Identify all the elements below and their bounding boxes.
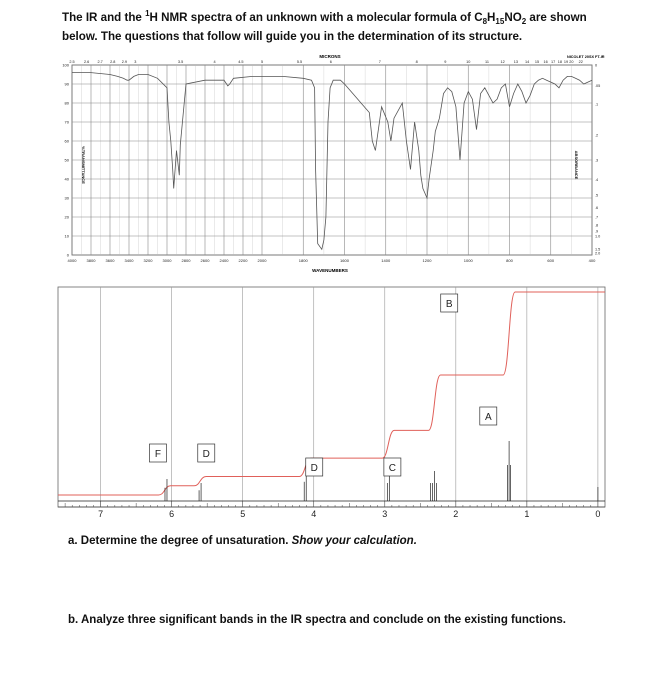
ir-wavenumber-label: 1000 (463, 258, 473, 263)
nmr-axis-label: 1 (524, 509, 530, 519)
ir-micron-label: 2.6 (83, 60, 90, 64)
ir-absorbance-label: .6 (595, 205, 599, 210)
ir-micron-label: 2.8 (110, 60, 116, 64)
intro-text-2: H NMR spectra of an unknown with a molecular formula of (149, 10, 475, 24)
intro-text-3: are shown below. The questions that follow will guide you in the determination of its structure. (62, 10, 587, 44)
ir-micron-label: 11 (485, 60, 489, 64)
ir-transmittance-label: 40 (64, 176, 69, 182)
ir-transmittance-label: 60 (64, 138, 69, 144)
formula-c-sub: 8 (482, 17, 488, 27)
ir-micron-label: 4 (213, 60, 216, 64)
ir-wavenumber-label: 3800 (86, 258, 96, 263)
ir-absorbance-label: .1 (595, 102, 599, 107)
ir-absorbance-label: .8 (595, 223, 599, 228)
nmr-peak-label: A (484, 412, 492, 423)
ir-wavenumber-label: 2800 (181, 258, 191, 263)
ir-micron-label: 13 (513, 60, 518, 64)
nmr-axis-label: 3 (382, 509, 388, 519)
question-b: b. Analyze three significant bands in the IR spectra and conclude on the existing functions. (68, 614, 566, 626)
ir-micron-label: 2.7 (97, 60, 103, 64)
ir-absorbance-label: 0 (595, 63, 598, 68)
ir-micron-label: 12 (500, 60, 505, 64)
ir-wavenumber-label: 400 (588, 258, 596, 263)
ir-micron-label: 18 (557, 60, 563, 64)
ir-micron-label: 17 (551, 60, 556, 64)
ir-wavenumbers-title: WAVENUMBERS (312, 268, 348, 273)
ir-absorbance-label: 1.5 (595, 247, 601, 252)
ir-wavenumber-label: 1200 (422, 258, 432, 263)
nmr-peak-label: D (202, 449, 210, 460)
ir-absorbance-label: .9 (595, 229, 599, 234)
ir-micron-label: 2.5 (69, 60, 75, 64)
ir-micron-label: 7 (378, 60, 381, 64)
ir-wavenumber-label: 2400 (219, 258, 229, 263)
nmr-axis-label: 6 (169, 509, 175, 519)
ir-wavenumber-label: 800 (506, 258, 513, 263)
ir-micron-label: 3 (134, 60, 137, 64)
nmr-peak-label: F (154, 449, 162, 460)
ir-micron-label: 8 (415, 60, 418, 64)
ir-transmittance-label: 80 (64, 100, 69, 106)
formula-no: NO (504, 10, 522, 24)
ir-transmittance-label: 100 (62, 62, 69, 68)
ir-absorbance-label: .2 (595, 133, 599, 138)
nmr-frame (58, 287, 605, 507)
ir-transmittance-label: 30 (64, 195, 69, 201)
question-a-italic: Show your calculation. (291, 535, 417, 547)
nmr-peak-label: D (310, 463, 318, 474)
ir-absorbance-label: 1.0 (595, 234, 601, 239)
formula-o-sub: 2 (521, 17, 527, 27)
ir-micron-label: 3.5 (177, 60, 184, 64)
nmr-axis-label: 4 (311, 509, 317, 519)
ir-wavenumber-label: 3200 (143, 258, 153, 263)
nmr-axis-labels (98, 509, 600, 519)
ir-absorbance-title: ABSORBANCE (574, 150, 579, 180)
ir-transmittance-label: 10 (64, 233, 69, 239)
formula-h: H (487, 10, 496, 24)
ir-transmittance-label: 90 (64, 81, 69, 87)
ir-micron-label: 5.5 (296, 60, 303, 64)
ir-micron-label: 19 (563, 60, 569, 64)
ir-wavenumber-label: 2600 (200, 258, 210, 263)
ir-micron-label: 5 (260, 60, 264, 64)
ir-microns-title: MICRONS (319, 54, 341, 59)
question-a (68, 535, 417, 547)
intro-superscript: 1 (145, 9, 150, 18)
ir-absorbance-label: 2.0 (595, 251, 601, 256)
ir-wavenumber-label: 2200 (238, 258, 248, 263)
ir-micron-label: 6 (329, 60, 332, 64)
nmr-peak-label: B (445, 299, 453, 310)
nmr-axis-label: 2 (453, 509, 459, 519)
ir-micron-label: 20 (569, 60, 574, 64)
ir-wavenumber-label: 4000 (67, 258, 77, 263)
ir-transmittance-label: 0 (66, 252, 69, 258)
ir-transmittance-label: 20 (64, 214, 69, 220)
ir-wavenumber-label: 1400 (381, 258, 391, 263)
ir-micron-label: 4.5 (238, 60, 244, 64)
nmr-axis-label: 0 (595, 509, 601, 519)
ir-transmittance-label: 50 (64, 157, 69, 163)
ir-micron-label: 2.9 (121, 60, 128, 64)
ir-transmittance-title: %TRANSMITTANCE (81, 146, 86, 184)
formula-h-sub: 15 (495, 17, 505, 27)
intro-text-1: The IR and the (62, 10, 146, 24)
ir-micron-label: 10 (466, 60, 471, 64)
ir-micron-label: 14 (525, 60, 530, 64)
nmr-axis-label: 5 (240, 509, 246, 519)
ir-absorbance-label: .7 (595, 215, 599, 220)
ir-wavenumber-label: 1600 (340, 258, 349, 263)
ir-micron-label: 9 (444, 60, 447, 64)
ir-brand: NICOLET 20SX FT-IR (567, 55, 605, 59)
question-a-text: a. Determine the degree of unsaturation. (68, 535, 292, 547)
ir-wavenumber-label: 600 (547, 258, 555, 263)
ir-absorbance-label: .5 (595, 193, 599, 198)
ir-wavenumber-label: 3400 (124, 258, 134, 263)
ir-absorbance-label: .3 (595, 158, 599, 163)
nmr-axis-label: 7 (98, 509, 104, 519)
formula-c: C (474, 10, 483, 24)
ir-absorbance-label: .05 (595, 84, 601, 89)
ir-micron-label: 15 (534, 60, 540, 64)
ir-wavenumber-label: 3600 (105, 258, 115, 263)
ir-micron-label: 16 (543, 60, 548, 64)
ir-micron-label: 22 (578, 60, 583, 64)
ir-wavenumber-label: 1800 (298, 258, 308, 263)
ir-transmittance-label: 70 (64, 119, 69, 125)
ir-wavenumber-label: 3000 (162, 258, 172, 263)
ir-wavenumber-label: 2000 (257, 258, 267, 263)
ir-absorbance-label: .4 (595, 177, 599, 182)
nmr-peak-label: C (388, 463, 397, 474)
